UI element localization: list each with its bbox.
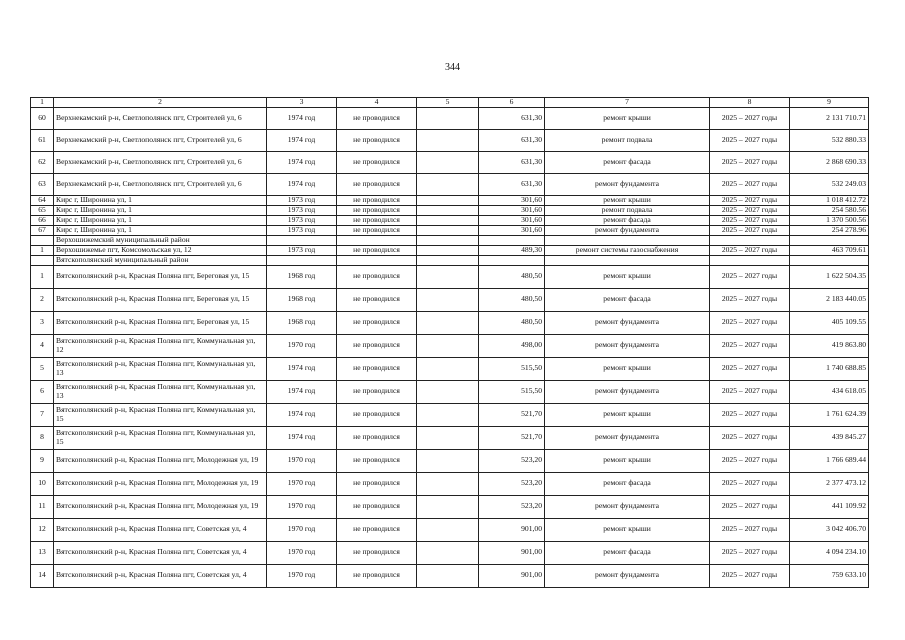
cost-cell: 419 863.80 — [790, 334, 869, 357]
build-year-cell: 1970 год — [267, 334, 337, 357]
table-row — [31, 265, 869, 288]
build-year-cell: 1970 год — [267, 541, 337, 564]
column-5-cell — [417, 205, 479, 215]
section-empty-cell — [545, 255, 710, 265]
row-number-cell: 6 — [31, 380, 54, 403]
address-cell: Вятскополянский р-н, Красная Поляна пгт, Коммунальная ул, 13 — [54, 357, 267, 380]
section-empty-cell — [417, 255, 479, 265]
table-row — [31, 334, 869, 357]
address-cell: Вятскополянский р-н, Красная Поляна пгт, Советская ул, 4 — [54, 518, 267, 541]
area-cell: 515,50 — [479, 357, 545, 380]
period-cell: 2025 – 2027 годы — [710, 449, 790, 472]
period-cell: 2025 – 2027 годы — [710, 205, 790, 215]
work-type-cell: ремонт крыши — [545, 357, 710, 380]
last-repair-status-cell: не проводился — [337, 564, 417, 587]
row-number-cell: 5 — [31, 357, 54, 380]
area-cell: 901,00 — [479, 564, 545, 587]
work-type-cell: ремонт подвала — [545, 129, 710, 151]
column-5-cell — [417, 495, 479, 518]
period-cell: 2025 – 2027 годы — [710, 403, 790, 426]
build-year-cell: 1970 год — [267, 472, 337, 495]
cost-cell: 2 868 690.33 — [790, 151, 869, 173]
last-repair-status-cell: не проводился — [337, 129, 417, 151]
column-5-cell — [417, 403, 479, 426]
work-type-cell: ремонт крыши — [545, 265, 710, 288]
area-cell: 301,60 — [479, 215, 545, 225]
cost-cell: 532 880.33 — [790, 129, 869, 151]
last-repair-status-cell: не проводился — [337, 265, 417, 288]
row-number-cell: 13 — [31, 541, 54, 564]
cost-cell: 1 740 688.85 — [790, 357, 869, 380]
table-row — [31, 173, 869, 195]
section-empty-cell — [267, 255, 337, 265]
area-cell: 301,60 — [479, 225, 545, 235]
row-number-cell: 67 — [31, 225, 54, 235]
column-5-cell — [417, 311, 479, 334]
area-cell: 631,30 — [479, 173, 545, 195]
period-cell: 2025 – 2027 годы — [710, 541, 790, 564]
period-cell: 2025 – 2027 годы — [710, 195, 790, 205]
last-repair-status-cell: не проводился — [337, 311, 417, 334]
work-type-cell: ремонт фасада — [545, 541, 710, 564]
column-5-cell — [417, 225, 479, 235]
build-year-cell: 1973 год — [267, 225, 337, 235]
last-repair-status-cell: не проводился — [337, 541, 417, 564]
cost-cell: 1 370 500.56 — [790, 215, 869, 225]
build-year-cell: 1970 год — [267, 495, 337, 518]
address-cell: Верхнекамский р-н, Светлополянск пгт, Строителей ул, 6 — [54, 107, 267, 129]
row-number-cell: 14 — [31, 564, 54, 587]
section-empty-cell — [267, 235, 337, 245]
work-type-cell: ремонт фундамента — [545, 225, 710, 235]
column-5-cell — [417, 518, 479, 541]
area-cell: 498,00 — [479, 334, 545, 357]
build-year-cell: 1974 год — [267, 403, 337, 426]
build-year-cell: 1974 год — [267, 173, 337, 195]
column-header: 8 — [710, 98, 790, 108]
build-year-cell: 1974 год — [267, 426, 337, 449]
last-repair-status-cell: не проводился — [337, 245, 417, 255]
last-repair-status-cell: не проводился — [337, 107, 417, 129]
work-type-cell: ремонт фасада — [545, 288, 710, 311]
build-year-cell: 1968 год — [267, 265, 337, 288]
column-header: 4 — [337, 98, 417, 108]
last-repair-status-cell: не проводился — [337, 195, 417, 205]
build-year-cell: 1974 год — [267, 151, 337, 173]
work-type-cell: ремонт крыши — [545, 403, 710, 426]
column-header: 7 — [545, 98, 710, 108]
table-row — [31, 215, 869, 225]
column-5-cell — [417, 334, 479, 357]
area-cell: 901,00 — [479, 541, 545, 564]
section-blank-cell — [31, 235, 54, 245]
cost-cell: 254 278.96 — [790, 225, 869, 235]
column-5-cell — [417, 245, 479, 255]
address-cell: Вятскополянский р-н, Красная Поляна пгт, Молодежная ул, 19 — [54, 472, 267, 495]
cost-cell: 463 709.61 — [790, 245, 869, 255]
section-title: Верхошижемский муниципальный район — [54, 235, 267, 245]
column-5-cell — [417, 195, 479, 205]
period-cell: 2025 – 2027 годы — [710, 311, 790, 334]
table-row — [31, 225, 869, 235]
table-row — [31, 518, 869, 541]
area-cell: 631,30 — [479, 151, 545, 173]
column-5-cell — [417, 151, 479, 173]
cost-cell: 405 109.55 — [790, 311, 869, 334]
column-header: 6 — [479, 98, 545, 108]
build-year-cell: 1974 год — [267, 129, 337, 151]
table-row — [31, 541, 869, 564]
last-repair-status-cell: не проводился — [337, 518, 417, 541]
area-cell: 480,50 — [479, 265, 545, 288]
address-cell: Вятскополянский р-н, Красная Поляна пгт, Береговая ул, 15 — [54, 265, 267, 288]
area-cell: 523,20 — [479, 449, 545, 472]
section-empty-cell — [479, 255, 545, 265]
cost-cell: 2 377 473.12 — [790, 472, 869, 495]
address-cell: Кирс г, Широнина ул, 1 — [54, 195, 267, 205]
last-repair-status-cell: не проводился — [337, 205, 417, 215]
row-number-cell: 4 — [31, 334, 54, 357]
address-cell: Вятскополянский р-н, Красная Поляна пгт, Коммунальная ул, 13 — [54, 380, 267, 403]
last-repair-status-cell: не проводился — [337, 357, 417, 380]
cost-cell: 759 633.10 — [790, 564, 869, 587]
work-type-cell: ремонт фасада — [545, 472, 710, 495]
cost-cell: 3 042 406.70 — [790, 518, 869, 541]
last-repair-status-cell: не проводился — [337, 380, 417, 403]
address-cell: Кирс г, Широнина ул, 1 — [54, 215, 267, 225]
work-type-cell: ремонт фундамента — [545, 380, 710, 403]
row-number-cell: 62 — [31, 151, 54, 173]
row-number-cell: 60 — [31, 107, 54, 129]
table-row — [31, 472, 869, 495]
cost-cell: 441 109.92 — [790, 495, 869, 518]
column-header: 5 — [417, 98, 479, 108]
address-cell: Вятскополянский р-н, Красная Поляна пгт, Советская ул, 4 — [54, 564, 267, 587]
cost-cell: 2 131 710.71 — [790, 107, 869, 129]
row-number-cell: 10 — [31, 472, 54, 495]
table-row — [31, 426, 869, 449]
build-year-cell: 1973 год — [267, 195, 337, 205]
work-type-cell: ремонт фундамента — [545, 426, 710, 449]
row-number-cell: 65 — [31, 205, 54, 215]
row-number-cell: 63 — [31, 173, 54, 195]
section-empty-cell — [710, 255, 790, 265]
address-cell: Кирс г, Широнина ул, 1 — [54, 225, 267, 235]
area-cell: 489,30 — [479, 245, 545, 255]
table-row — [31, 380, 869, 403]
row-number-cell: 1 — [31, 245, 54, 255]
last-repair-status-cell: не проводился — [337, 449, 417, 472]
section-empty-cell — [710, 235, 790, 245]
row-number-cell: 11 — [31, 495, 54, 518]
area-cell: 301,60 — [479, 205, 545, 215]
column-header: 1 — [31, 98, 54, 108]
column-header: 9 — [790, 98, 869, 108]
area-cell: 515,50 — [479, 380, 545, 403]
table-row — [31, 449, 869, 472]
row-number-cell: 9 — [31, 449, 54, 472]
area-cell: 901,00 — [479, 518, 545, 541]
period-cell: 2025 – 2027 годы — [710, 564, 790, 587]
build-year-cell: 1968 год — [267, 288, 337, 311]
cost-cell: 1 018 412.72 — [790, 195, 869, 205]
work-type-cell: ремонт фундамента — [545, 311, 710, 334]
build-year-cell: 1974 год — [267, 380, 337, 403]
area-cell: 631,30 — [479, 129, 545, 151]
table-row — [31, 245, 869, 255]
column-number-header-row — [31, 98, 869, 108]
address-cell: Кирс г, Широнина ул, 1 — [54, 205, 267, 215]
area-cell: 523,20 — [479, 495, 545, 518]
cost-cell: 1 766 689.44 — [790, 449, 869, 472]
address-cell: Вятскополянский р-н, Красная Поляна пгт, Коммунальная ул, 15 — [54, 426, 267, 449]
column-5-cell — [417, 173, 479, 195]
column-5-cell — [417, 215, 479, 225]
period-cell: 2025 – 2027 годы — [710, 173, 790, 195]
work-type-cell: ремонт фасада — [545, 151, 710, 173]
column-5-cell — [417, 472, 479, 495]
address-cell: Вятскополянский р-н, Красная Поляна пгт, Коммунальная ул, 12 — [54, 334, 267, 357]
section-header-row — [31, 235, 869, 245]
column-header: 3 — [267, 98, 337, 108]
table-row — [31, 129, 869, 151]
section-empty-cell — [337, 255, 417, 265]
address-cell: Вятскополянский р-н, Красная Поляна пгт, Береговая ул, 15 — [54, 311, 267, 334]
section-empty-cell — [479, 235, 545, 245]
repair-schedule-table — [30, 97, 869, 588]
work-type-cell: ремонт фундамента — [545, 334, 710, 357]
address-cell: Верхошижемье пгт, Комсомольская ул, 12 — [54, 245, 267, 255]
build-year-cell: 1970 год — [267, 564, 337, 587]
build-year-cell: 1973 год — [267, 245, 337, 255]
table-row — [31, 151, 869, 173]
work-type-cell: ремонт крыши — [545, 449, 710, 472]
column-5-cell — [417, 564, 479, 587]
area-cell: 521,70 — [479, 403, 545, 426]
column-5-cell — [417, 107, 479, 129]
table-row — [31, 288, 869, 311]
period-cell: 2025 – 2027 годы — [710, 151, 790, 173]
cost-cell: 2 183 440.05 — [790, 288, 869, 311]
section-title: Вятскополянский муниципальный район — [54, 255, 267, 265]
period-cell: 2025 – 2027 годы — [710, 472, 790, 495]
table-row — [31, 357, 869, 380]
table-row — [31, 205, 869, 215]
area-cell: 523,20 — [479, 472, 545, 495]
period-cell: 2025 – 2027 годы — [710, 225, 790, 235]
period-cell: 2025 – 2027 годы — [710, 215, 790, 225]
address-cell: Вятскополянский р-н, Красная Поляна пгт, Береговая ул, 15 — [54, 288, 267, 311]
column-5-cell — [417, 357, 479, 380]
address-cell: Вятскополянский р-н, Красная Поляна пгт, Молодежная ул, 19 — [54, 495, 267, 518]
area-cell: 301,60 — [479, 195, 545, 205]
section-blank-cell — [31, 255, 54, 265]
cost-cell: 1 622 504.35 — [790, 265, 869, 288]
row-number-cell: 12 — [31, 518, 54, 541]
row-number-cell: 61 — [31, 129, 54, 151]
column-5-cell — [417, 288, 479, 311]
area-cell: 480,50 — [479, 311, 545, 334]
area-cell: 521,70 — [479, 426, 545, 449]
period-cell: 2025 – 2027 годы — [710, 357, 790, 380]
address-cell: Верхнекамский р-н, Светлополянск пгт, Строителей ул, 6 — [54, 173, 267, 195]
section-empty-cell — [545, 235, 710, 245]
column-5-cell — [417, 449, 479, 472]
period-cell: 2025 – 2027 годы — [710, 288, 790, 311]
address-cell: Вятскополянский р-н, Красная Поляна пгт, Советская ул, 4 — [54, 541, 267, 564]
section-empty-cell — [417, 235, 479, 245]
last-repair-status-cell: не проводился — [337, 403, 417, 426]
period-cell: 2025 – 2027 годы — [710, 426, 790, 449]
address-cell: Верхнекамский р-н, Светлополянск пгт, Строителей ул, 6 — [54, 129, 267, 151]
table-row — [31, 195, 869, 205]
period-cell: 2025 – 2027 годы — [710, 265, 790, 288]
last-repair-status-cell: не проводился — [337, 173, 417, 195]
area-cell: 480,50 — [479, 288, 545, 311]
cost-cell: 439 845.27 — [790, 426, 869, 449]
build-year-cell: 1974 год — [267, 357, 337, 380]
build-year-cell: 1973 год — [267, 205, 337, 215]
period-cell: 2025 – 2027 годы — [710, 245, 790, 255]
section-empty-cell — [790, 235, 869, 245]
row-number-cell: 8 — [31, 426, 54, 449]
column-header: 2 — [54, 98, 267, 108]
table-row — [31, 495, 869, 518]
table-row — [31, 311, 869, 334]
section-header-row — [31, 255, 869, 265]
section-empty-cell — [337, 235, 417, 245]
row-number-cell: 2 — [31, 288, 54, 311]
build-year-cell: 1970 год — [267, 518, 337, 541]
row-number-cell: 66 — [31, 215, 54, 225]
last-repair-status-cell: не проводился — [337, 225, 417, 235]
row-number-cell: 3 — [31, 311, 54, 334]
column-5-cell — [417, 426, 479, 449]
period-cell: 2025 – 2027 годы — [710, 107, 790, 129]
work-type-cell: ремонт крыши — [545, 518, 710, 541]
table-row — [31, 564, 869, 587]
row-number-cell: 7 — [31, 403, 54, 426]
last-repair-status-cell: не проводился — [337, 426, 417, 449]
row-number-cell: 1 — [31, 265, 54, 288]
period-cell: 2025 – 2027 годы — [710, 380, 790, 403]
period-cell: 2025 – 2027 годы — [710, 129, 790, 151]
period-cell: 2025 – 2027 годы — [710, 518, 790, 541]
address-cell: Вятскополянский р-н, Красная Поляна пгт, Молодежная ул, 19 — [54, 449, 267, 472]
area-cell: 631,30 — [479, 107, 545, 129]
last-repair-status-cell: не проводился — [337, 495, 417, 518]
address-cell: Вятскополянский р-н, Красная Поляна пгт, Коммунальная ул, 15 — [54, 403, 267, 426]
work-type-cell: ремонт системы газоснабжения — [545, 245, 710, 255]
period-cell: 2025 – 2027 годы — [710, 334, 790, 357]
cost-cell: 4 094 234.10 — [790, 541, 869, 564]
work-type-cell: ремонт фасада — [545, 215, 710, 225]
last-repair-status-cell: не проводился — [337, 215, 417, 225]
build-year-cell: 1974 год — [267, 107, 337, 129]
table-row — [31, 403, 869, 426]
cost-cell: 532 249.03 — [790, 173, 869, 195]
build-year-cell: 1968 год — [267, 311, 337, 334]
column-5-cell — [417, 380, 479, 403]
work-type-cell: ремонт фундамента — [545, 564, 710, 587]
work-type-cell: ремонт фундамента — [545, 495, 710, 518]
cost-cell: 1 761 624.39 — [790, 403, 869, 426]
table-row — [31, 107, 869, 129]
work-type-cell: ремонт фундамента — [545, 173, 710, 195]
address-cell: Верхнекамский р-н, Светлополянск пгт, Строителей ул, 6 — [54, 151, 267, 173]
period-cell: 2025 – 2027 годы — [710, 495, 790, 518]
column-5-cell — [417, 265, 479, 288]
column-5-cell — [417, 129, 479, 151]
page-number: 344 — [445, 62, 460, 73]
table-body — [31, 98, 869, 588]
build-year-cell: 1970 год — [267, 449, 337, 472]
section-empty-cell — [790, 255, 869, 265]
row-number-cell: 64 — [31, 195, 54, 205]
work-type-cell: ремонт подвала — [545, 205, 710, 215]
cost-cell: 254 580.56 — [790, 205, 869, 215]
build-year-cell: 1973 год — [267, 215, 337, 225]
work-type-cell: ремонт крыши — [545, 107, 710, 129]
column-5-cell — [417, 541, 479, 564]
last-repair-status-cell: не проводился — [337, 288, 417, 311]
last-repair-status-cell: не проводился — [337, 151, 417, 173]
work-type-cell: ремонт крыши — [545, 195, 710, 205]
last-repair-status-cell: не проводился — [337, 472, 417, 495]
cost-cell: 434 618.05 — [790, 380, 869, 403]
last-repair-status-cell: не проводился — [337, 334, 417, 357]
